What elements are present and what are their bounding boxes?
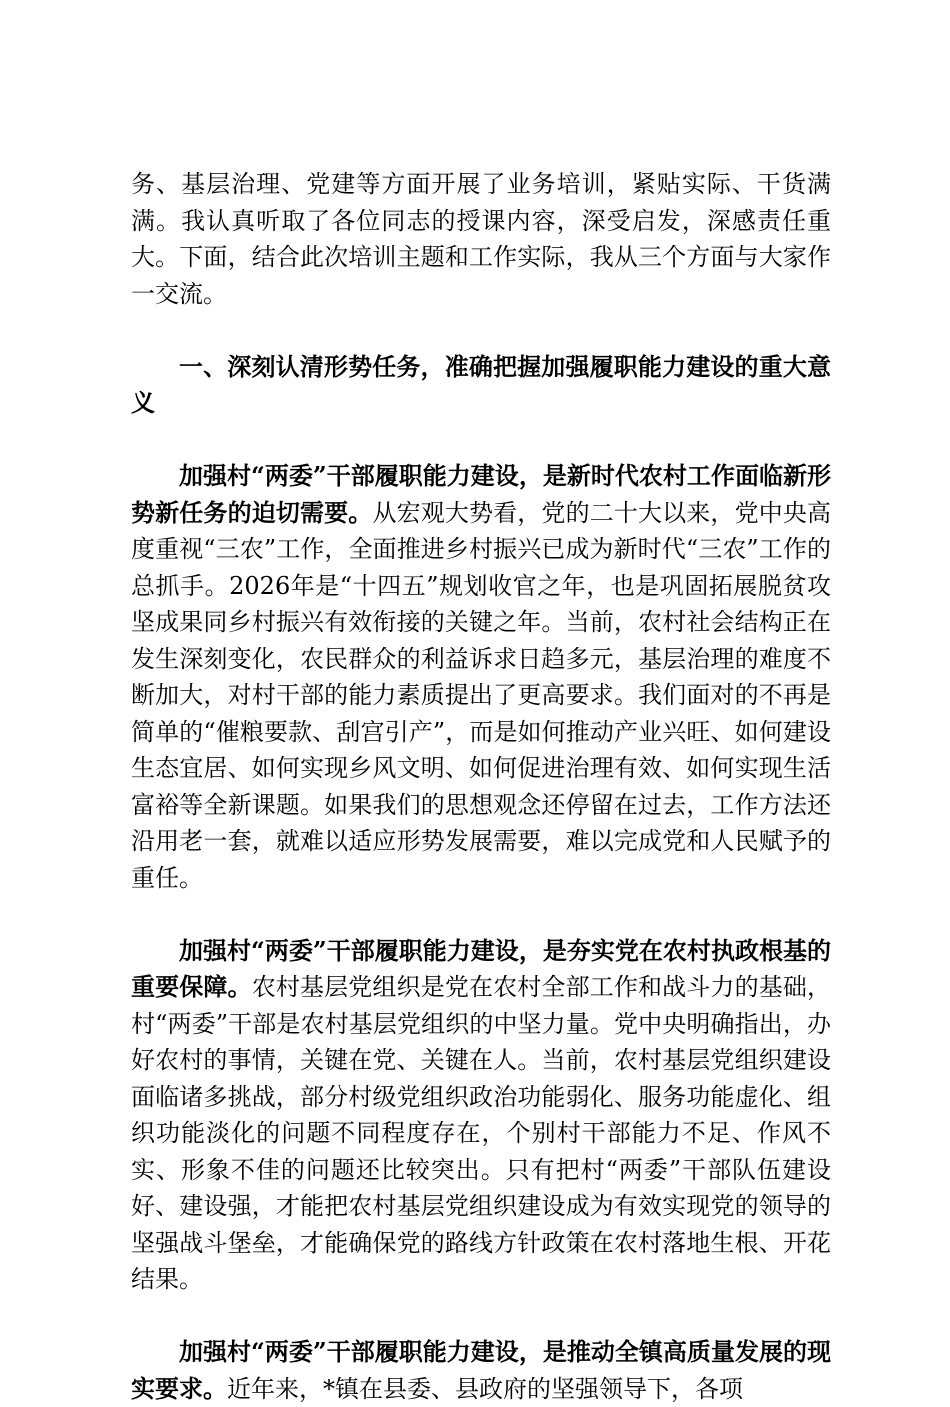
paragraph-body-2: 农村基层党组织是党在农村全部工作和战斗力的基础，村“两委”干部是农村基层党组织的中坚力量。党中央明确指出，办好农村的事情，关键在党、关键在人。当前，农村基层党组织建设面临诸多挑战，部分村级党组织政治功能弱化、服务功能虚化、组织功能淡化的问题不同程度存在，个别村干部能力不足、作风不实、形象不佳的问题还比较突出。只有把村“两委”干部队伍建设好、建设强，才能把农村基层党组织建设成为有效实现党的领导的坚强战斗堡垒，才能确保党的路线方针政策在农村落地生根、开花结果。 bbox=[131, 973, 832, 1293]
paragraph-lead-3: 加强村“两委”干部履职能力建设，是推动全镇高质量发展的现实要求。 bbox=[131, 1337, 831, 1403]
body-paragraph-1 bbox=[131, 458, 831, 896]
document-body bbox=[131, 166, 831, 1407]
body-paragraph-3 bbox=[131, 1334, 831, 1407]
paragraph-body-1: 从宏观大势看，党的二十大以来，党中央高度重视“三农”工作，全面推进乡村振兴已成为新时代“三农”工作的总抓手。2026年是“十四五”规划收官之年，也是巩固拓展脱贫攻坚成果同乡村振兴有效衔接的关键之年。当前，农村社会结构正在发生深刻变化，农民群众的利益诉求日趋多元，基层治理的难度不断加大，对村干部的能力素质提出了更高要求。我们面对的不再是简单的“催粮要款、刮宫引产”，而是如何推动产业兴旺、如何建设生态宜居、如何实现乡风文明、如何促进治理有效、如何实现生活富裕等全新课题。如果我们的思想观念还停留在过去，工作方法还沿用老一套，就难以适应形势发展需要，难以完成党和人民赋予的重任。 bbox=[131, 498, 832, 892]
paragraph-lead-2: 加强村“两委”干部履职能力建设，是夯实党在农村执政根基的重要保障。 bbox=[131, 935, 831, 1001]
intro-paragraph: 务、基层治理、党建等方面开展了业务培训，紧贴实际、干货满满。我认真听取了各位同志的授课内容，深受启发，深感责任重大。下面，结合此次培训主题和工作实际，我从三个方面与大家作一交流。 bbox=[131, 170, 831, 308]
section-heading: 一、深刻认清形势任务，准确把握加强履职能力建设的重大意义 bbox=[131, 351, 831, 417]
paragraph-lead-1: 加强村“两委”干部履职能力建设，是新时代农村工作面临新形势新任务的迫切需要。 bbox=[131, 461, 831, 527]
paragraph-body-3: 近年来，*镇在县委、县政府的坚强领导下，各项 bbox=[227, 1374, 743, 1403]
body-paragraph-2 bbox=[131, 933, 831, 1298]
